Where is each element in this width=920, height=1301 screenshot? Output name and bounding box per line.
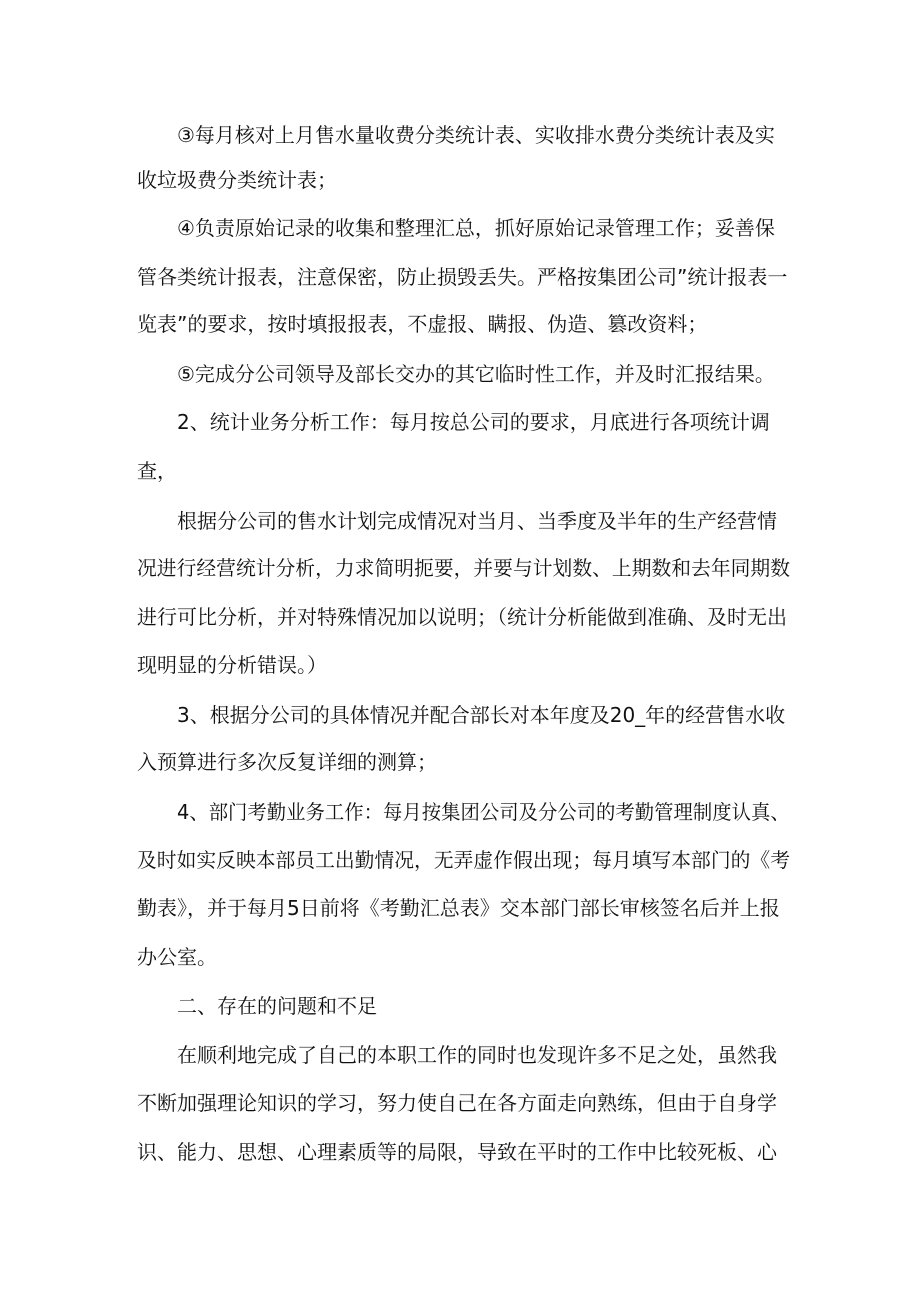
text-line: 4、部门考勤业务工作：每月按集团公司及分公司的考勤管理制度认真、 [177, 800, 790, 824]
text-line: 勤表》，并于每月5日前将《考勤汇总表》交本部门部长审核签名后并上报 [137, 896, 780, 920]
text-line: ④负责原始记录的收集和整理汇总，抓好原始记录管理工作；妥善保 [177, 216, 775, 240]
text-line: 在顺利地完成了自己的本职工作的同时也发现许多不足之处，虽然我 [177, 1043, 777, 1067]
text-line: 3、根据分公司的具体情况并配合部长对本年度及20_年的经营售水收 [177, 703, 786, 727]
text-line: 根据分公司的售水计划完成情况对当月、当季度及半年的生产经营情 [177, 509, 777, 533]
text-line: 查， [137, 459, 177, 483]
text-line: ⑤完成分公司领导及部长交办的其它临时性工作，并及时汇报结果。 [177, 362, 775, 386]
text-line: ③每月核对上月售水量收费分类统计表、实收排水费分类统计表及实 [177, 123, 775, 147]
section-heading: 二、存在的问题和不足 [177, 994, 377, 1018]
text-line: 进行可比分析，并对特殊情况加以说明；（统计分析能做到准确、及时无出 [137, 605, 787, 629]
text-line: 办公室。 [137, 945, 217, 969]
text-line: 入预算进行多次反复详细的测算； [137, 750, 437, 774]
text-line: 2、统计业务分析工作：每月按总公司的要求，月底进行各项统计调 [177, 410, 770, 434]
text-line: 不断加强理论知识的学习，努力使自己在各方面走向熟练，但由于自身学 [137, 1091, 777, 1115]
text-line: 况进行经营统计分析，力求简明扼要，并要与计划数、上期数和去年同期数 [137, 556, 790, 580]
text-line: 识、能力、思想、心理素质等的局限，导致在平时的工作中比较死板、心 [137, 1140, 777, 1164]
text-line: 及时如实反映本部员工出勤情况，无弄虚作假出现；每月填写本部门的《考 [137, 848, 790, 872]
text-line: 收垃圾费分类统计表； [137, 168, 337, 192]
text-line: 现明显的分析错误。） [137, 653, 327, 677]
text-line: 管各类统计报表，注意保密，防止损毁丢失。严格按集团公司”统计报表一 [137, 265, 788, 289]
text-line: 览表”的要求，按时填报报表，不虚报、瞒报、伪造、篡改资料； [137, 312, 708, 336]
